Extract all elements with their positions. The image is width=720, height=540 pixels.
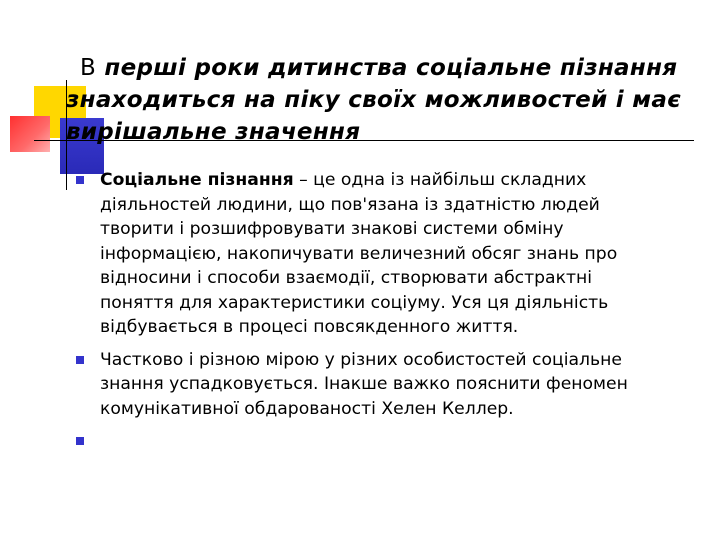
slide-title [66,52,706,148]
decorative-red-square [10,116,50,152]
square-bullet-icon [76,176,84,184]
square-bullet-icon [76,356,84,364]
bullet-text: – це одна із найбільш складних діяльностей людини, що пов'язана із здатністю людей творити і розшифровувати знакові системи обміну інформацією, накопичувати величезний обсяг знань про відносини і способи взаємодії, створювати абстрактні поняття для характеристики соціуму. Уся ця діяльність відбувається в процесі повсякденного життя. [100,170,618,337]
title-text: перші роки дитинства соціальне пізнання знаходиться на піку своїх можливостей і має вирішальне значення [66,55,682,145]
title-lead: В [80,55,97,81]
bullet-text: Частково і різною мірою у різних особистостей соціальне знання успадковується. Інакше важко пояснити феномен комунікативної обдарованості Хелен Келлер. [100,349,628,419]
list-item [76,348,666,422]
square-bullet-icon [76,437,84,445]
list-item [76,168,666,340]
bullet-term: Соціальне пізнання [100,170,294,190]
bullet-list [76,168,666,429]
